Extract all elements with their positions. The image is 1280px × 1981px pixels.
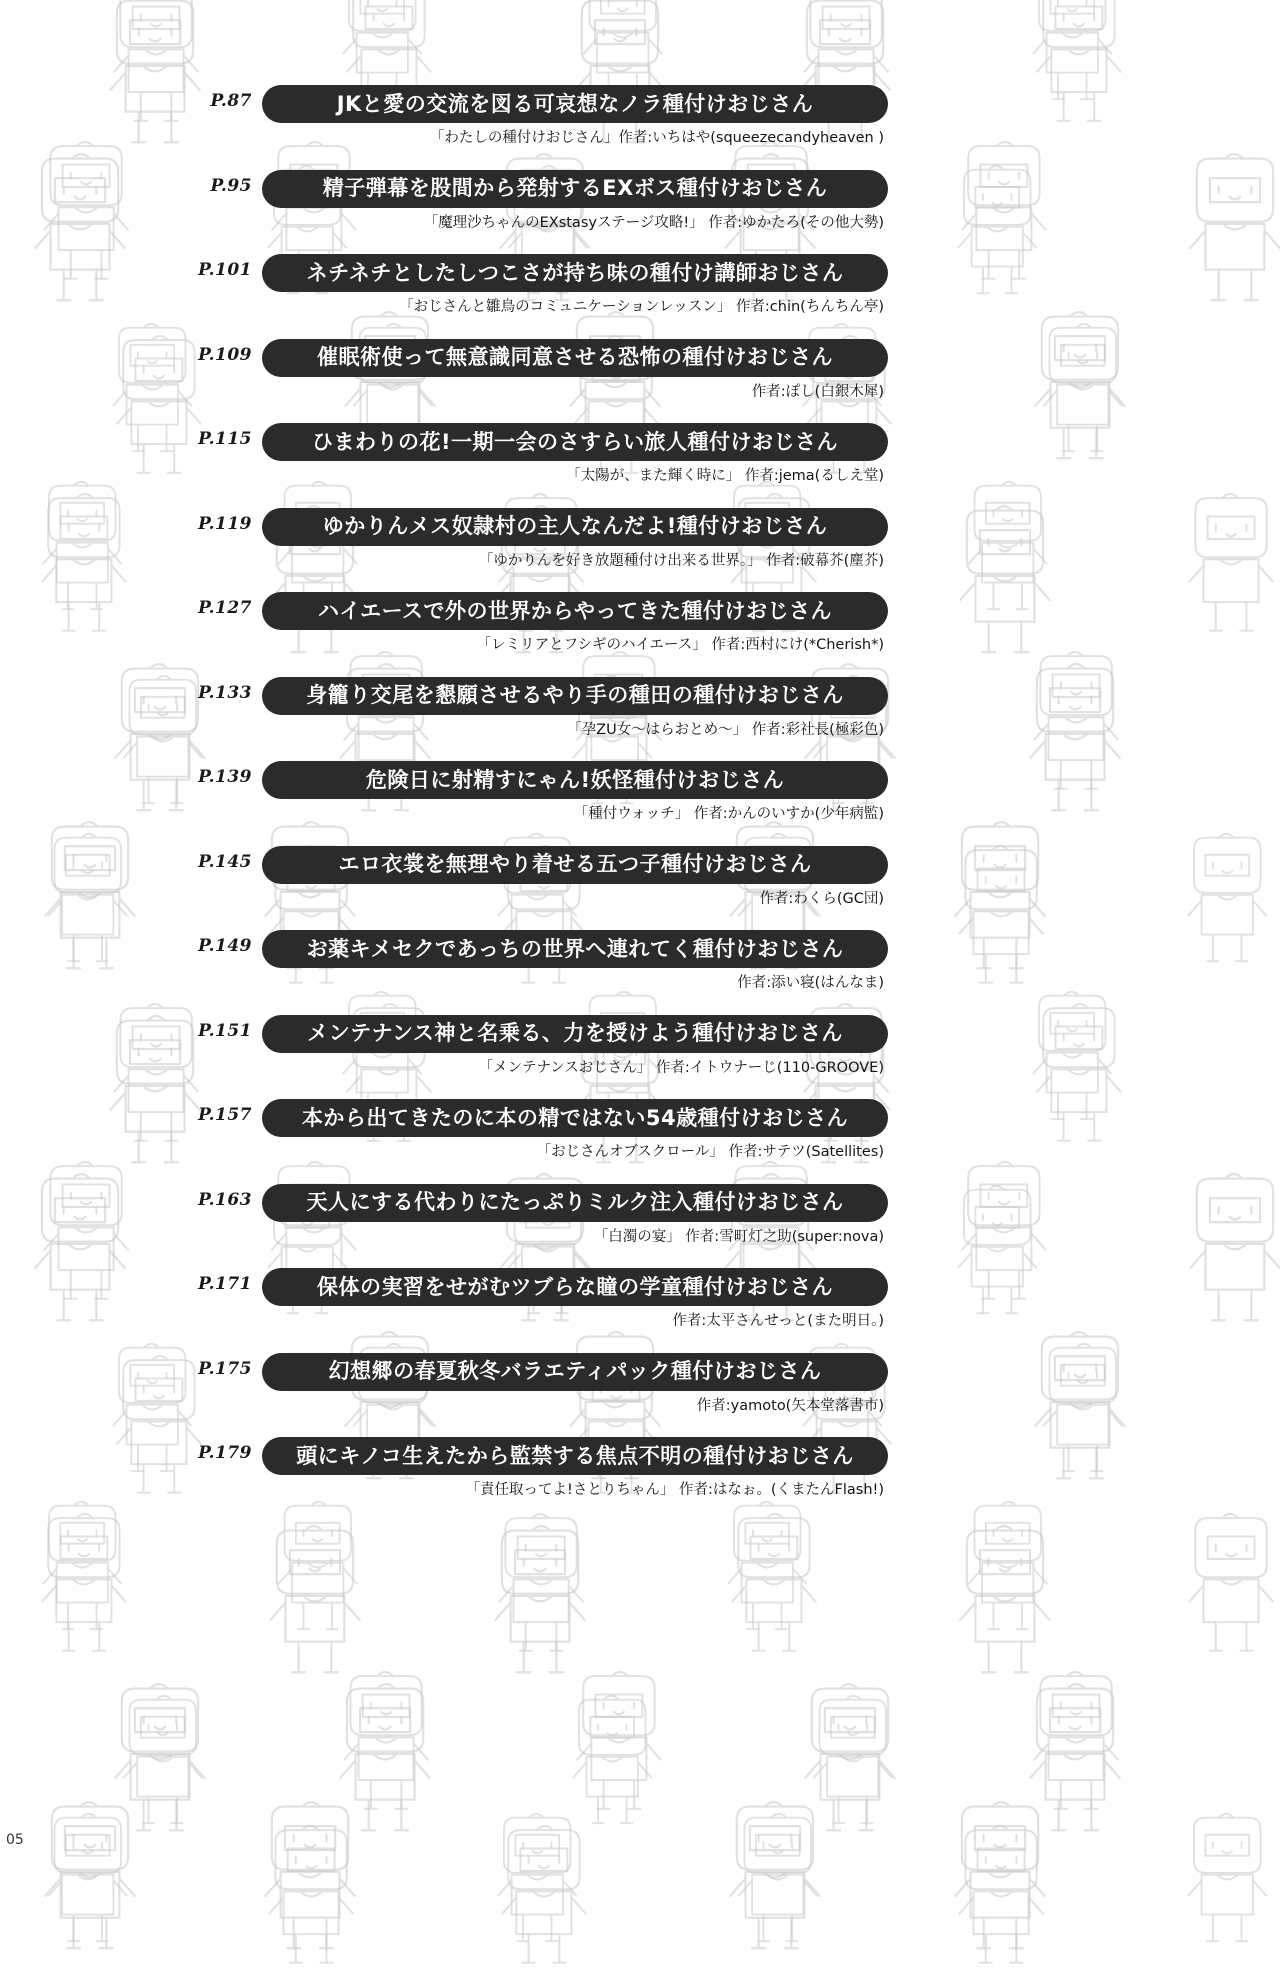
- toc-entry-title: JKと愛の交流を図る可哀想なノラ種付けおじさん: [336, 91, 814, 116]
- toc-entry-title: ハイエースで外の世界からやってきた種付けおじさん: [317, 598, 833, 623]
- toc-entry-title: エロ衣裳を無理やり着せる五つ子種付けおじさん: [338, 852, 812, 876]
- toc-entry-credit: 作者:太平さんせっと(また明日。): [672, 1313, 884, 1329]
- toc-entry-title-bar[interactable]: [262, 846, 888, 884]
- toc-entry-title-bar[interactable]: [262, 761, 888, 799]
- toc-entry-title-bar[interactable]: [262, 508, 888, 546]
- toc-entry-title-bar[interactable]: [262, 677, 888, 715]
- toc-entry-credit: 作者:yamoto(矢本堂落書市): [696, 1397, 884, 1414]
- toc-entry-title: 幻想郷の春夏秋冬バラエティパック種付けおじさん: [328, 1359, 822, 1383]
- toc-entry-title-bar[interactable]: [262, 85, 888, 123]
- toc-entry-title: メンテナンス神と名乗る、力を授けよう種付けおじさん: [307, 1021, 843, 1045]
- toc-entry-title: ネチネチとしたしつこさが持ち味の種付け講師おじさん: [306, 260, 844, 285]
- toc-entry-page-number: P.151: [198, 1020, 252, 1041]
- toc-entry-page-number: P.119: [198, 513, 252, 534]
- toc-entry-credit: 「レミリアとフシギのハイエース」 作者:西村にけ(*Cherish*): [476, 637, 884, 653]
- toc-entry-credit: 「ゆかりんを好き放題種付け出来る世界。」 作者:破幕芥(塵芥): [478, 552, 884, 569]
- toc-entry-page-number: P.115: [198, 429, 252, 449]
- toc-entry-page-number: P.171: [198, 1274, 252, 1294]
- toc-entry-page-number: P.109: [198, 344, 252, 365]
- toc-entry-credit: 「わたしの種付けおじさん」作者:いちはや(squeezecandyheaven ): [429, 130, 884, 146]
- toc-entry-credit: 作者:添い寝(はんなま): [737, 975, 884, 991]
- toc-entry-title: 本から出てきたのに本の精ではない54歳種付けおじさん: [301, 1105, 849, 1130]
- toc-entry-page-number: P.145: [198, 851, 252, 872]
- toc-entry-title-bar[interactable]: [262, 1268, 888, 1306]
- toc-entry-title-bar[interactable]: [262, 423, 888, 461]
- toc-entry-title-bar[interactable]: [262, 254, 888, 292]
- toc-entry-credit: 「魔理沙ちゃんのEXstasyステージ攻略!」 作者:ゆかたろ(その他大勢): [423, 214, 884, 231]
- toc-entry-title: お薬キメセクであっちの世界へ連れてく種付けおじさん: [306, 936, 844, 961]
- toc-entry-title: 精子弾幕を股間から発射するEXボス種付けおじさん: [322, 176, 828, 200]
- page-folio-number: 05: [6, 1832, 24, 1848]
- toc-entry-credit: 作者:ぽし(白銀木犀): [751, 383, 884, 400]
- toc-entry-credit: 「白濁の宴」 作者:雪町灯之助(super:nova): [593, 1228, 884, 1245]
- toc-entry-page-number: P.139: [198, 767, 252, 787]
- toc-entry-title: 催眠術使って無意識同意させる恐怖の種付けおじさん: [317, 345, 833, 369]
- toc-entry-title-bar[interactable]: [262, 1015, 888, 1053]
- toc-entry-page-number: P.87: [210, 91, 252, 111]
- toc-entry-credit: 作者:わくら(GC団): [759, 890, 884, 907]
- toc-entry-credit: 「太陽が、また輝く時に」 作者:jema(るしえ堂): [566, 468, 884, 484]
- toc-entry-title-bar[interactable]: [262, 1437, 888, 1475]
- toc-entry-title-bar[interactable]: [262, 339, 888, 377]
- toc-entry-page-number: P.101: [198, 260, 252, 280]
- toc-entry-title-bar[interactable]: [262, 1184, 888, 1222]
- toc-entry-title: 保体の実習をせがむツブらな瞳の学童種付けおじさん: [317, 1274, 833, 1299]
- toc-entry-page-number: P.179: [198, 1443, 252, 1463]
- toc-entry-page-number: P.95: [210, 175, 252, 196]
- toc-entry-page-number: P.157: [198, 1105, 252, 1125]
- toc-entry-credit: 「孕ZU女～はらおとめ～」 作者:彩社長(極彩色): [567, 721, 884, 738]
- toc-entry-title-bar[interactable]: [262, 170, 888, 208]
- toc-entry-title-bar[interactable]: [262, 1099, 888, 1137]
- toc-entry-page-number: P.149: [198, 936, 252, 956]
- toc-entry-credit: 「メンテナンスおじさん」 作者:イトウナーじ(110-GROOVE): [478, 1059, 884, 1076]
- toc-entry-title: 危険日に射精すにゃん!妖怪種付けおじさん: [365, 767, 785, 792]
- toc-entry-page-number: P.163: [198, 1189, 252, 1210]
- toc-entry-title-bar[interactable]: [262, 1353, 888, 1391]
- toc-entry-page-number: P.175: [198, 1358, 252, 1379]
- toc-entry-title: 天人にする代わりにたっぷりミルク注入種付けおじさん: [306, 1190, 844, 1214]
- toc-entry-title: 頭にキノコ生えたから監禁する焦点不明の種付けおじさん: [296, 1443, 854, 1468]
- toc-entry-page-number: P.127: [198, 598, 252, 618]
- toc-entry-credit: 「おじさんオブスクロール」 作者:サテツ(Satellites): [536, 1144, 884, 1160]
- toc-entry-credit: 「おじさんと雛鳥のコミュニケーションレッスン」 作者:chin(ちんちん亭): [399, 299, 884, 315]
- toc-entry-title: ゆかりんメス奴隷村の主人なんだよ!種付けおじさん: [322, 514, 828, 538]
- toc-entry-title: ひまわりの花!一期一会のさすらい旅人種付けおじさん: [311, 429, 839, 454]
- toc-entry-page-number: P.133: [198, 682, 252, 703]
- toc-entry-title: 身籠り交尾を懇願させるやり手の種田の種付けおじさん: [306, 683, 844, 707]
- toc-entry-credit: 「種付ウォッチ」 作者:かんのいすか(少年病監): [573, 806, 884, 822]
- toc-entry-title-bar[interactable]: [262, 592, 888, 630]
- toc-entry-credit: 「責任取ってよ!さとりちゃん」 作者:はなぉ。(くまたんFlash!): [465, 1482, 884, 1498]
- toc-entry-title-bar[interactable]: [262, 930, 888, 968]
